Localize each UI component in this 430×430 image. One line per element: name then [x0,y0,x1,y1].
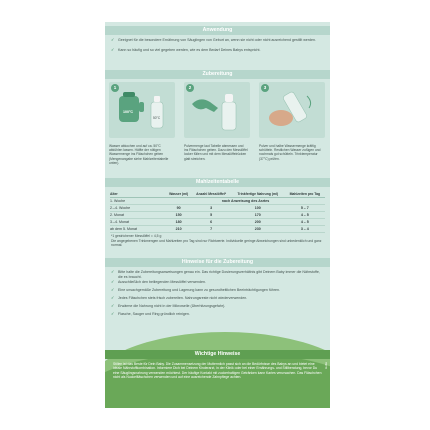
column-header: Mahlzeiten pro Tag [285,191,325,198]
check-icon: ✓ [111,287,115,292]
meal-table [110,191,325,233]
table-footnote: Die angegebenen Trinkmengen und Mahlzeiten pro Tag sind nur Richtwerte. Individuelle geringe Abweichungen sind unbedenklich und ganz normal. [111,239,322,248]
list-item-text: Kann so häufig und so viel gegeben werden, wie es dem Bedarf Deines Babys entspricht. [118,48,261,52]
section-title: Zubereitung [202,71,233,77]
check-icon: ✓ [111,295,115,300]
scoop-icon [184,82,250,138]
list-item-text: Flasche, Sauger und Ring gründlich reinigen. [118,312,190,316]
column-header: Wasser (ml) [166,191,191,198]
section-header-anwendung [105,26,330,35]
step-number: 2 [186,84,194,92]
shake-bottle-icon [259,82,325,138]
table-cell: 150 [166,212,191,219]
table-row [110,212,325,219]
step-image-kettle [109,82,175,138]
table-row [110,205,325,212]
list-item [111,304,324,309]
step-number: 3 [261,84,269,92]
list-item-text: Erwärme die Nahrung nicht in der Mikrowelle (Überhitzungsgefahr). [118,304,226,308]
table-cell: ab dem 5. Monat [110,226,166,233]
step-image-scoop [184,82,250,138]
package-instructions-sheet [105,22,330,408]
table-row [110,219,325,226]
table-cell: 100 [231,205,285,212]
list-item-text: Geeignet für die besondere Ernährung von Säuglingen von Geburt an, wenn sie nicht oder nicht ausreichend gestillt werden. [118,38,316,42]
table-cell: 3 [191,205,231,212]
table-cell: 90 [166,205,191,212]
section-title: Anwendung [202,27,233,33]
list-item [111,280,324,285]
important-notice-text: Stillen ist das Beste für Dein Baby. Die Zusammensetzung der Muttermilch passt sich an die Bedürfnisse des Babys an und bietet eine ideale Nährstoffkombination. Informiere Dich bei Deinem Kinderarzt, in der Klinik oder bei einer Ernährungs- und Stillberatung, bevor Du eine Säuglingsnahrung verwenden möchtest. Der häufige Kontakt mit zuckerhaltigen Getränken kann Karies verursachen. Das Fläschchen nicht als Nuckelfläschchen verwenden und auf eine ausreichende Zahnpflege achten. [113,362,322,380]
section-header-wichtig [105,350,330,359]
step-description: Pulver und halbe Wassermenge kräftig schütteln. Restlichen Wasser zufügen und nochmals gut schütteln. Trinktemperatur (37°C) prüfen. [259,144,321,161]
list-item [111,270,324,279]
list-item-text: Jedes Fläschchen stets frisch zubereiten. Nahrungsreste nicht wiederverwenden. [118,296,248,300]
section-title: Hinweise für die Zubereitung [181,259,254,265]
list-item [111,288,324,293]
table-cell: 4 – 5 [285,212,325,219]
section-title: Wichtige Hinweise [194,351,241,357]
list-item [111,38,324,43]
table-cell: 2.–4. Woche [110,205,166,212]
table-cell: 3 – 4 [285,226,325,233]
temperature-label: 50°C [153,116,161,120]
section-header-hinweise [105,258,330,267]
check-icon: ✓ [111,47,115,52]
table-cell: 7 [191,226,231,233]
temperature-label: 100°C [123,110,134,114]
check-icon: ✓ [111,279,115,284]
section-header-tabelle [105,178,330,187]
step-number: 1 [111,84,119,92]
list-item [111,312,324,317]
check-icon: ✓ [111,303,115,308]
list-item-text: Bitte halte die Zubereitungsanweisungen genau ein. Das richtige Dosierungsverhältnis gibt Deinem Baby immer die Nährstoffe, die es braucht. [118,270,320,279]
table-cell: nach Anweisung des Arztes [166,198,325,205]
list-item-text: Ausschließlich den beiliegenden Messlöffel verwenden. [118,280,207,284]
table-cell: 3.–4. Monat [110,219,166,226]
list-item [111,296,324,301]
table-cell: 200 [231,219,285,226]
step-description: Wasser abkochen und auf ca. 50°C abkühlen lassen. Hälfte der nötigen Wassermenge ins Fläschchen geben (Mengenangabe siehe Mahlzeitentabelle unten). [109,144,169,165]
column-header: Anzahl Messlöffel* [191,191,231,198]
table-cell: 5 – 7 [285,205,325,212]
kettle-icon [109,82,175,138]
column-header: Trinkfertige Nahrung (ml) [231,191,285,198]
check-icon: ✓ [111,311,115,316]
table-cell: 2. Monat [110,212,166,219]
table-cell: 180 [166,219,191,226]
list-item [111,48,324,53]
table-footnote: *1 gestrichener Messlöffel = 4,5 g [111,234,162,238]
table-cell: 6 [191,219,231,226]
list-item-text: Eine unsachgemäße Zubereitung und Lagerung kann zu gesundheitlichen Beeinträchtigungen führen. [118,288,281,292]
step-image-shake [259,82,325,138]
column-header: Alter [110,191,166,198]
table-cell: 170 [231,212,285,219]
table-cell: 4 – 5 [285,219,325,226]
table-cell: 1. Woche [110,198,166,205]
step-description: Pulvermenge laut Tabelle abmessen und ins Fläschchen geben. Dazu den Messlöffel locker füllen und mit dem Messlöffelrücken glatt streichen. [184,144,248,161]
section-header-zubereitung [105,70,330,79]
table-cell: 5 [191,212,231,219]
check-icon: ✓ [111,269,115,274]
section-title: Mahlzeitentabelle [196,179,239,185]
hill-decoration [105,352,330,408]
table-row [110,198,325,205]
check-icon: ✓ [111,37,115,42]
table-cell: 210 [166,226,191,233]
table-cell: 230 [231,226,285,233]
side-brand-text: Holle [324,362,328,369]
preparation-steps [109,82,326,142]
table-row [110,226,325,233]
